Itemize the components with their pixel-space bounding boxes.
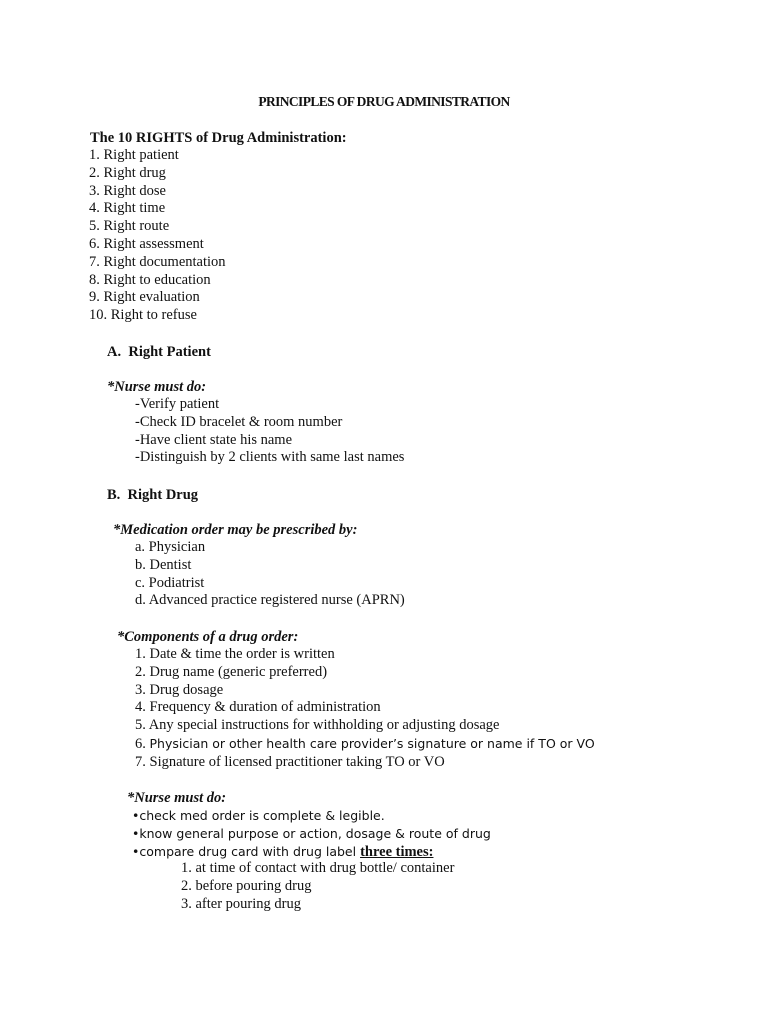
components-heading: *Components of a drug order: [117,629,299,645]
list-item: 10. Right to refuse [89,307,197,324]
list-item: 4. Frequency & duration of administration [135,699,381,716]
list-item: 4. Right time [89,200,166,217]
list-item: 5. Any special instructions for withholding or adjusting dosage [135,717,500,734]
list-item: 3. after pouring drug [181,895,301,912]
list-item: 9. Right evaluation [89,289,200,306]
list-item: -Distinguish by 2 clients with same last names [135,449,405,466]
prescribers-heading: *Medication order may be prescribed by: [113,522,358,538]
list-item-text: •compare drug card with drug label [132,843,361,859]
list-item: c. Podiatrist [135,574,205,591]
list-item: 2. Right drug [89,164,166,181]
list-item: 7. Signature of licensed practitioner taking TO or VO [135,753,445,770]
list-item-number: 6. [135,735,146,752]
steps-list [181,860,454,913]
list-item: b. Dentist [135,556,192,573]
list-item: 1. Date & time the order is written [135,646,335,662]
list-item: -Check ID bracelet & room number [135,413,343,430]
list-item: 3. Drug dosage [135,681,224,698]
list-item: a. Physician [135,539,206,555]
list-item: 3. Right dose [89,182,166,199]
list-item: 1. at time of contact with drug bottle/ container [181,860,455,876]
components-list [135,646,595,772]
list-item: 8. Right to education [89,271,211,288]
list-item: 5. Right route [89,218,170,235]
list-item: •check med order is complete & legible. [132,808,385,823]
list-item: -Have client state his name [135,431,293,448]
prescribers-list [135,539,405,610]
section-a-subheading: *Nurse must do: [107,379,207,395]
list-item: 1. Right patient [89,147,179,163]
list-item: 7. Right documentation [89,253,226,270]
nurse-list [132,807,491,861]
nurse-heading: *Nurse must do: [127,790,227,806]
section-a-heading: A. Right Patient [107,344,211,360]
list-item [135,735,595,754]
list-item: 6. Right assessment [89,235,204,252]
section-b-heading: B. Right Drug [107,487,199,503]
list-item: 2. before pouring drug [181,877,312,894]
list-item: -Verify patient [135,396,220,412]
list-item-text: Physician or other health care provider’s signature or name if TO or VO [149,735,595,751]
list-item: d. Advanced practice registered nurse (APRN) [135,592,405,609]
rights-heading: The 10 RIGHTS of Drug Administration: [90,130,347,146]
page-title: PRINCIPLES OF DRUG ADMINISTRATION [258,94,510,109]
emphasis-text: three times: [360,843,434,860]
list-item [132,843,491,862]
rights-list [89,147,226,325]
list-item: 2. Drug name (generic preferred) [135,663,328,680]
list-item: •know general purpose or action, dosage & route of drug [132,825,491,841]
section-a-list [135,396,404,467]
